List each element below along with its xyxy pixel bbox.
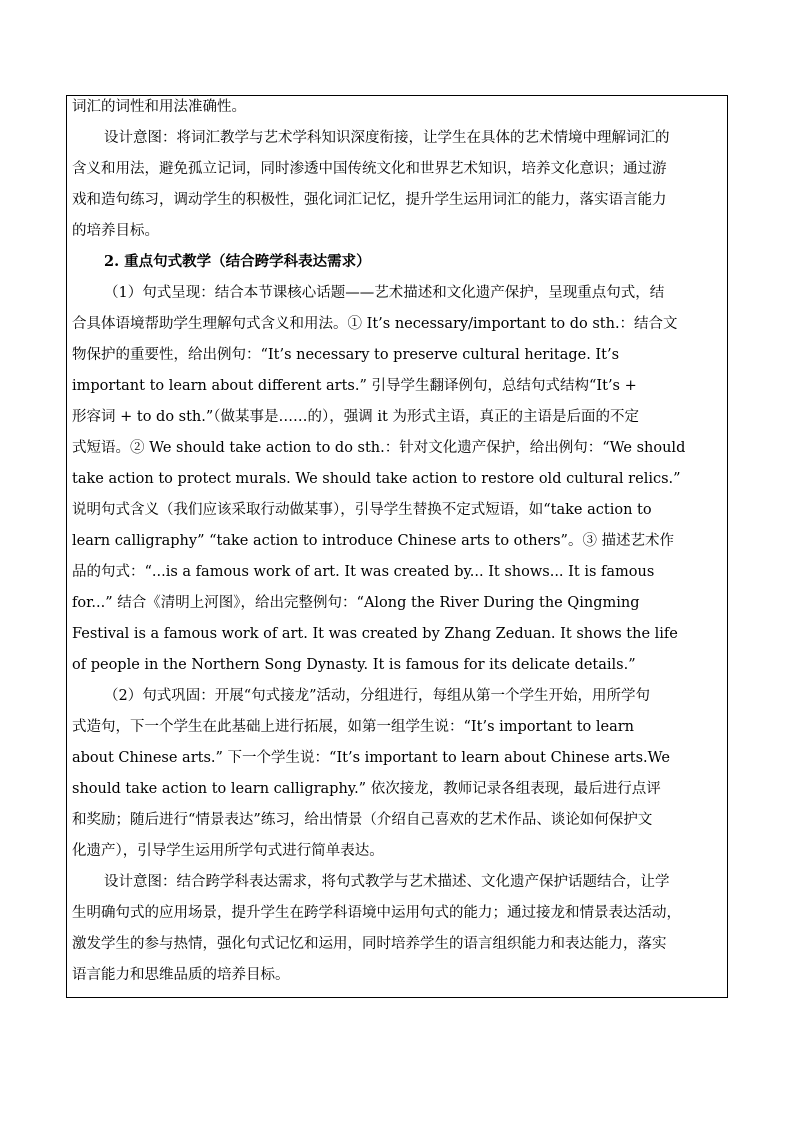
- text-line: 的培养目标。: [72, 223, 159, 239]
- text-line: 化遗产），引导学生运用所学句式进行简单表达。: [72, 843, 384, 859]
- text-line: should take action to learn calligraphy.” 依次接龙，教师记录各组表现，最后进行点评: [72, 781, 661, 797]
- text-line: 生明确句式的应用场景，提升学生在跨学科语境中运用句式的能力；通过接龙和情景表达活动，: [72, 905, 681, 921]
- text-line: of people in the Northern Song Dynasty. It is famous for its delicate details.”: [72, 657, 636, 673]
- text-line: 式造句，下一个学生在此基础上进行拓展，如第一组学生说：“It’s important to learn: [72, 719, 634, 735]
- design-intent-paragraph-line: 设计意图：将词汇教学与艺术学科知识深度衔接，让学生在具体的艺术情境中理解词汇的: [104, 130, 670, 146]
- text-line: Festival is a famous work of art. It was created by Zhang Zeduan. It shows the life: [72, 626, 678, 642]
- text-line: 形容词 + to do sth.”（做某事是……的），强调 it 为形式主语，真正的主语是后面的不定: [72, 409, 639, 425]
- paragraph-start-line: （1）句式呈现：结合本节课核心话题——艺术描述和文化遗产保护，呈现重点句式，结: [104, 285, 665, 301]
- text-line: 说明句式含义（我们应该采取行动做某事），引导学生替换不定式短语，如“take action to: [72, 502, 652, 518]
- text-line: 语言能力和思维品质的培养目标。: [72, 967, 290, 983]
- text-line: important to learn about different arts.” 引导学生翻译例句，总结句式结构“It’s +: [72, 378, 637, 394]
- text-line: 物保护的重要性，给出例句：“It’s necessary to preserve cultural heritage. It’s: [72, 347, 620, 363]
- text-line: 含义和用法，避免孤立记词，同时渗透中国传统文化和世界艺术知识，培养文化意识；通过游: [72, 161, 667, 177]
- text-line: 戏和造句练习，调动学生的积极性，强化词汇记忆，提升学生运用词汇的能力，落实语言能力: [72, 192, 667, 208]
- text-line: for...” 结合《清明上河图》，给出完整例句：“Along the River During the Qingming: [72, 595, 640, 611]
- section-heading: 2. 重点句式教学（结合跨学科表达需求）: [104, 253, 371, 270]
- text-line: 词汇的词性和用法准确性。: [72, 99, 246, 115]
- text-line: about Chinese arts.” 下一个学生说：“It’s important to learn about Chinese arts.We: [72, 750, 670, 766]
- text-line: 激发学生的参与热情，强化句式记忆和运用，同时培养学生的语言组织能力和表达能力，落实: [72, 936, 667, 952]
- text-line: 式短语。② We should take action to do sth.：针对文化遗产保护，给出例句：“We should: [72, 440, 686, 456]
- text-line: 和奖励；随后进行“情景表达”练习，给出情景（介绍自己喜欢的艺术作品、谈论如何保护文: [72, 812, 653, 828]
- text-line: learn calligraphy” “take action to introduce Chinese arts to others”。③ 描述艺术作: [72, 533, 675, 549]
- text-line: 品的句式：“...is a famous work of art. It was created by... It shows... It is famous: [72, 564, 655, 580]
- text-line: 合具体语境帮助学生理解句式含义和用法。① It’s necessary/important to do sth.：结合文: [72, 316, 678, 332]
- paragraph-start-line: （2）句式巩固：开展“句式接龙”活动，分组进行，每组从第一个学生开始，用所学句: [104, 688, 651, 704]
- design-intent-paragraph-line: 设计意图：结合跨学科表达需求，将句式教学与艺术描述、文化遗产保护话题结合，让学: [104, 874, 670, 890]
- text-line: take action to protect murals. We should take action to restore old cultural relics.”: [72, 471, 681, 487]
